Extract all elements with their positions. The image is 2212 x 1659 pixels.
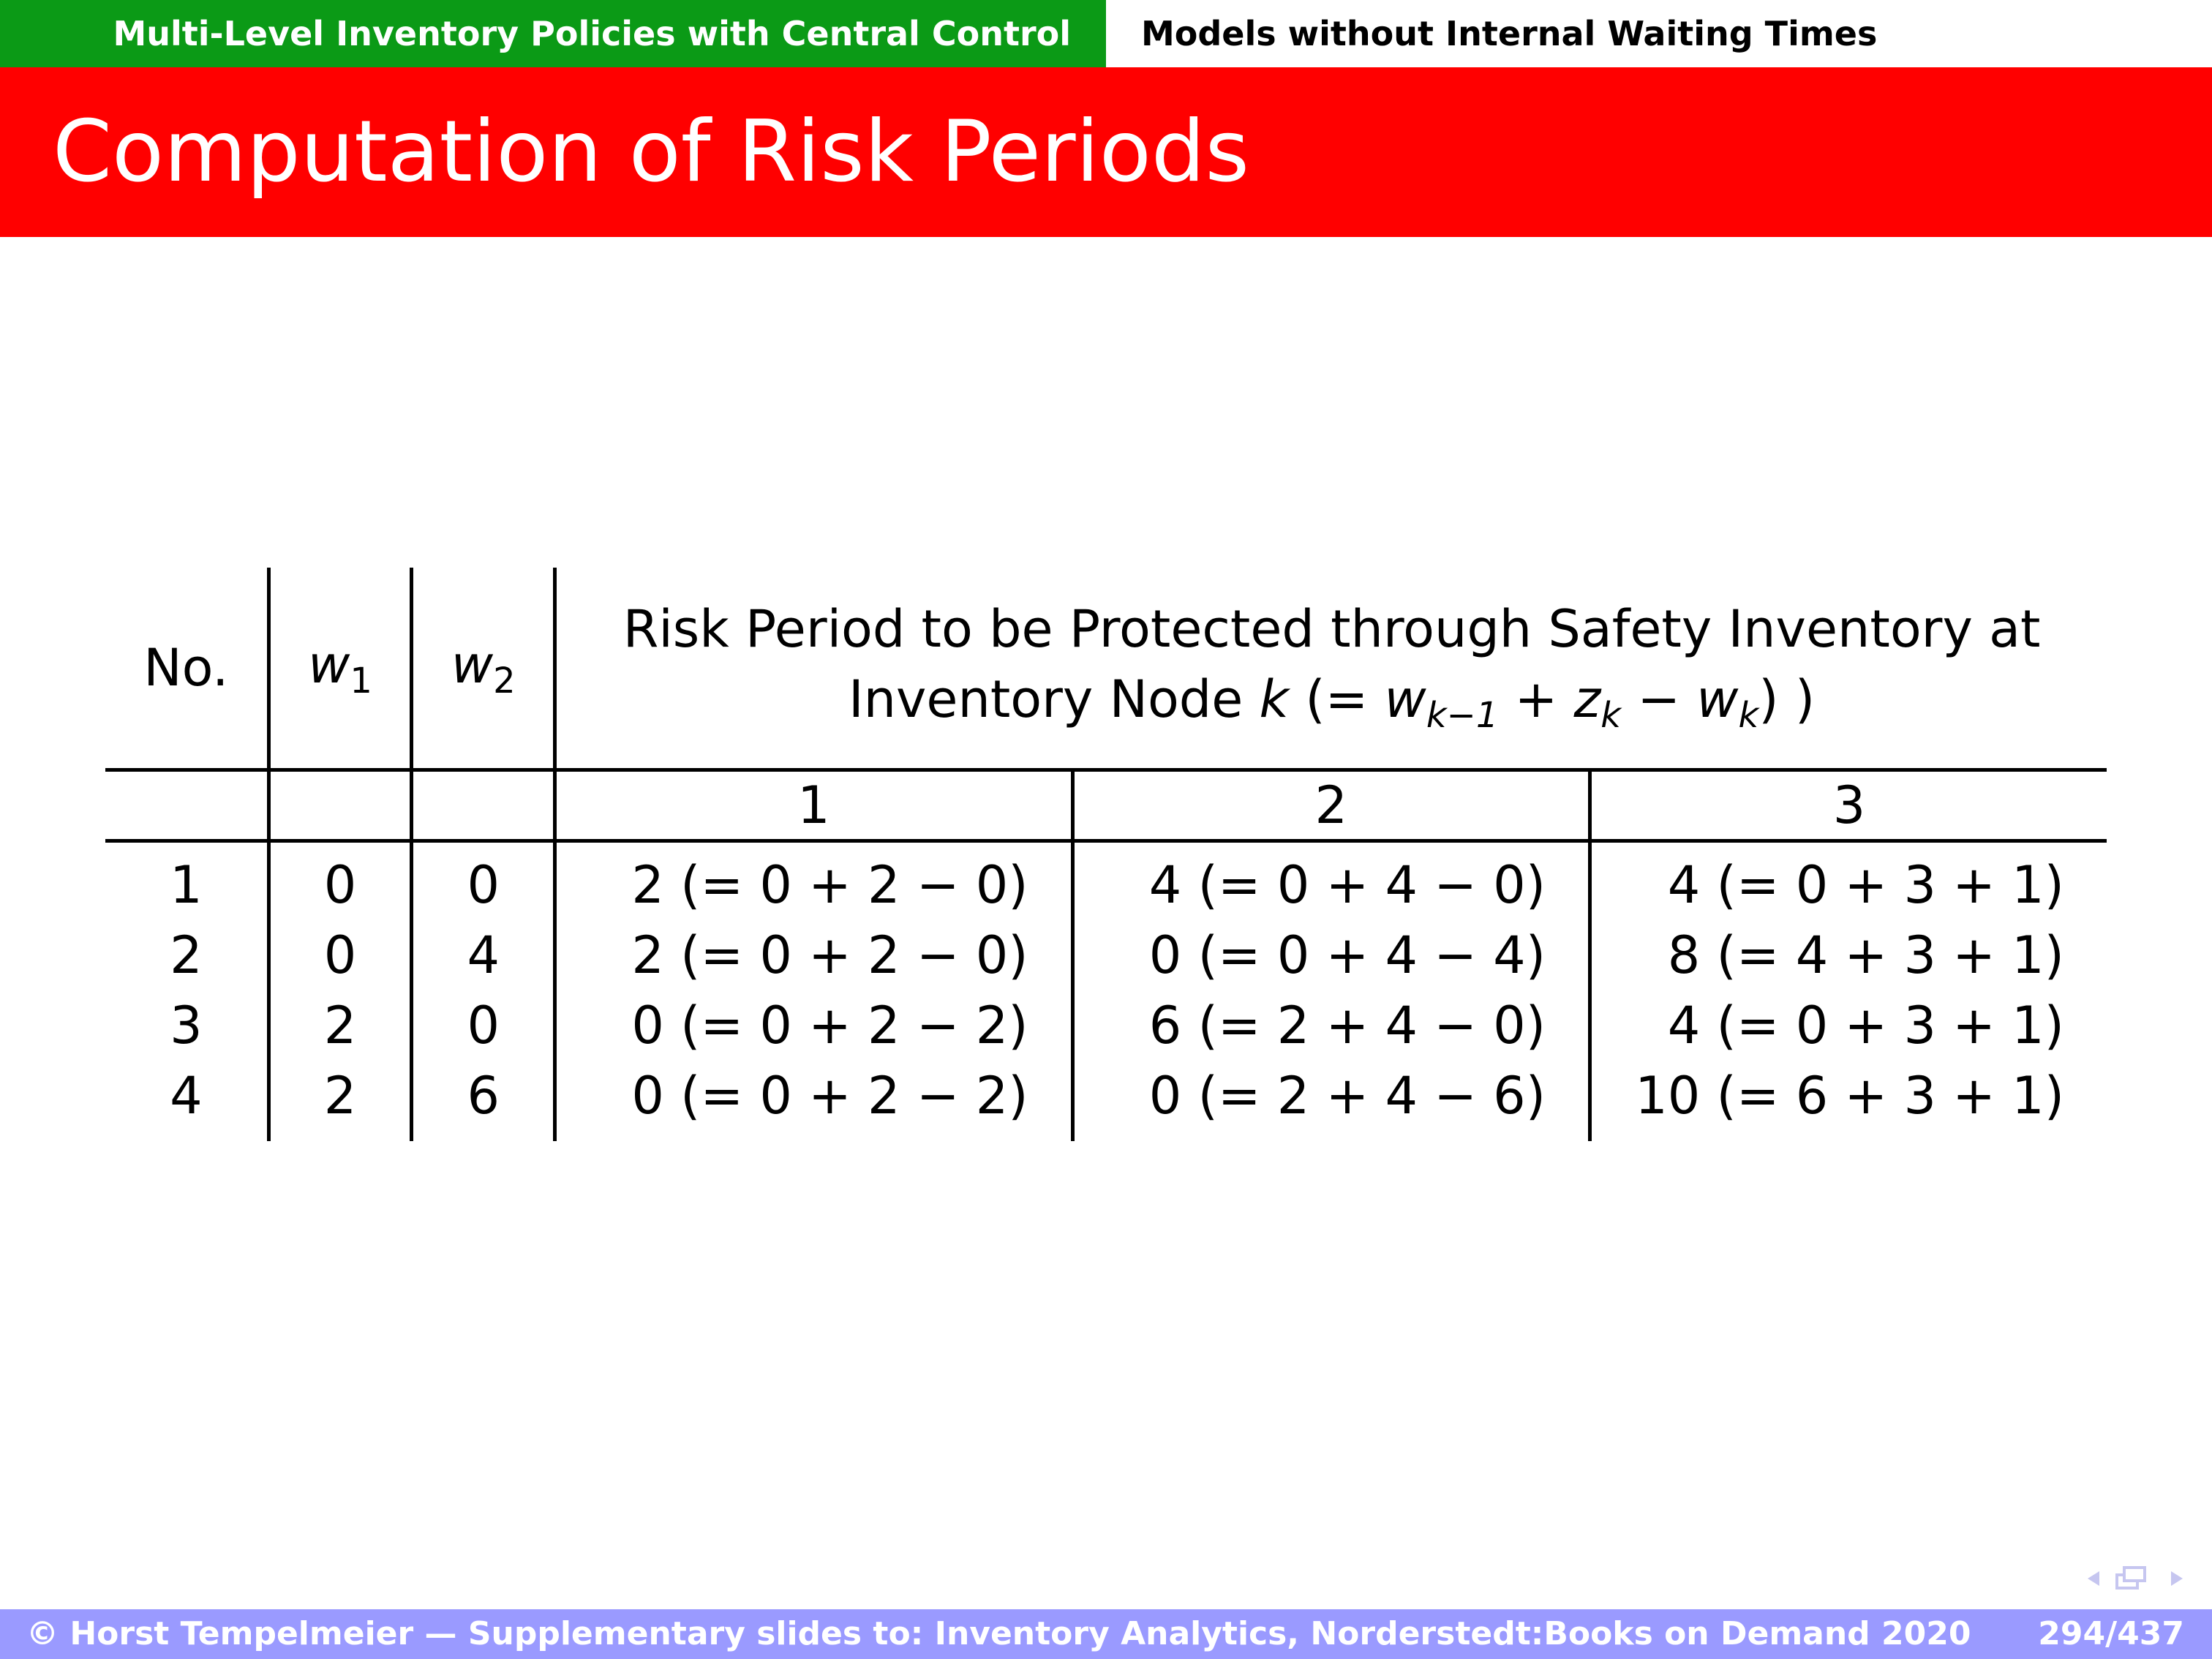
header-no-label: No. <box>143 638 229 698</box>
cell-no: 3 <box>170 996 203 1056</box>
node-header-2: 2 <box>1072 770 1590 841</box>
cell-w1: 2 <box>268 990 412 1061</box>
cell-no: 1 <box>170 855 203 915</box>
cell-node-2: 0 (= 0 + 4 − 4) <box>1072 920 1590 990</box>
header-risk-period <box>555 568 2107 770</box>
subsection-title[interactable]: Models without Internal Waiting Times <box>1106 0 2212 67</box>
risk-minus: − <box>1621 669 1697 729</box>
risk-k: k <box>1259 669 1290 729</box>
cell-w1: 0 <box>268 920 412 990</box>
footer-bar <box>0 1609 2212 1659</box>
header-w1 <box>268 568 412 770</box>
header-w2-sub: 2 <box>493 660 516 701</box>
node-header-empty-no <box>105 770 268 841</box>
risk-prefix: Inventory Node <box>848 669 1260 729</box>
title-bar <box>0 67 2212 237</box>
page-number: 294/437 <box>2038 1615 2184 1652</box>
risk-header-line2 <box>557 664 2107 750</box>
risk-eq: (= <box>1289 669 1385 729</box>
risk-end: ) ) <box>1758 669 1816 729</box>
node-header-empty-w2 <box>412 770 555 841</box>
section-title[interactable]: Multi-Level Inventory Policies with Central Control <box>0 0 1106 67</box>
table-row <box>105 990 2107 1061</box>
table-row <box>105 920 2107 990</box>
cell-w2: 0 <box>412 990 555 1061</box>
nav-frame-icon[interactable] <box>2117 1568 2145 1588</box>
risk-header-line1: Risk Period to be Protected through Safety Inventory at <box>622 599 2041 659</box>
cell-node-3: 4 (= 0 + 3 + 1) <box>1590 990 2107 1061</box>
risk-period-table <box>105 568 2107 1141</box>
risk-z: z <box>1573 669 1601 729</box>
header-bar <box>0 0 2212 67</box>
footer-copyright: © Horst Tempelmeier — Supplementary slides to: Inventory Analytics, Norderstedt:Books on Demand 2020 <box>26 1615 1971 1652</box>
cell-w2: 0 <box>412 841 555 921</box>
table-row <box>105 841 2107 921</box>
risk-zsub: k <box>1600 695 1622 736</box>
cell-no: 2 <box>170 925 203 985</box>
cell-node-1: 2 (= 0 + 2 − 0) <box>555 841 1072 921</box>
cell-node-1: 2 (= 0 + 2 − 0) <box>555 920 1072 990</box>
node-header-3: 3 <box>1590 770 2107 841</box>
cell-node-2: 4 (= 0 + 4 − 0) <box>1072 841 1590 921</box>
table-row <box>105 1061 2107 1141</box>
table-header-row <box>105 568 2107 770</box>
cell-node-2: 6 (= 2 + 4 − 0) <box>1072 990 1590 1061</box>
node-header-1: 1 <box>555 770 1072 841</box>
cell-node-3: 10 (= 6 + 3 + 1) <box>1590 1061 2107 1141</box>
cell-node-2: 0 (= 2 + 4 − 6) <box>1072 1061 1590 1141</box>
node-header-empty-w1 <box>268 770 412 841</box>
cell-node-3: 8 (= 4 + 3 + 1) <box>1590 920 2107 990</box>
cell-no: 4 <box>170 1066 203 1126</box>
cell-node-3: 4 (= 0 + 3 + 1) <box>1590 841 2107 921</box>
cell-node-1: 0 (= 0 + 2 − 2) <box>555 990 1072 1061</box>
cell-w2: 4 <box>412 920 555 990</box>
risk-w2: w <box>1696 669 1739 729</box>
cell-w2: 6 <box>412 1061 555 1141</box>
header-w2-var: w <box>451 634 494 695</box>
nav-next-icon[interactable] <box>2171 1571 2183 1586</box>
header-w2 <box>412 568 555 770</box>
node-header-row <box>105 770 2107 841</box>
slide-navigation <box>2083 1564 2193 1593</box>
header-w1-sub: 1 <box>350 660 372 701</box>
cell-node-1: 0 (= 0 + 2 − 2) <box>555 1061 1072 1141</box>
risk-w: w <box>1384 669 1426 729</box>
header-w1-var: w <box>308 634 350 695</box>
cell-w1: 2 <box>268 1061 412 1141</box>
cell-w1: 0 <box>268 841 412 921</box>
header-no <box>105 568 268 770</box>
risk-wsub: k−1 <box>1426 695 1499 736</box>
slide-title: Computation of Risk Periods <box>53 102 1249 201</box>
nav-prev-icon[interactable] <box>2088 1571 2099 1586</box>
risk-plus: + <box>1498 669 1574 729</box>
risk-w2sub: k <box>1738 695 1759 736</box>
